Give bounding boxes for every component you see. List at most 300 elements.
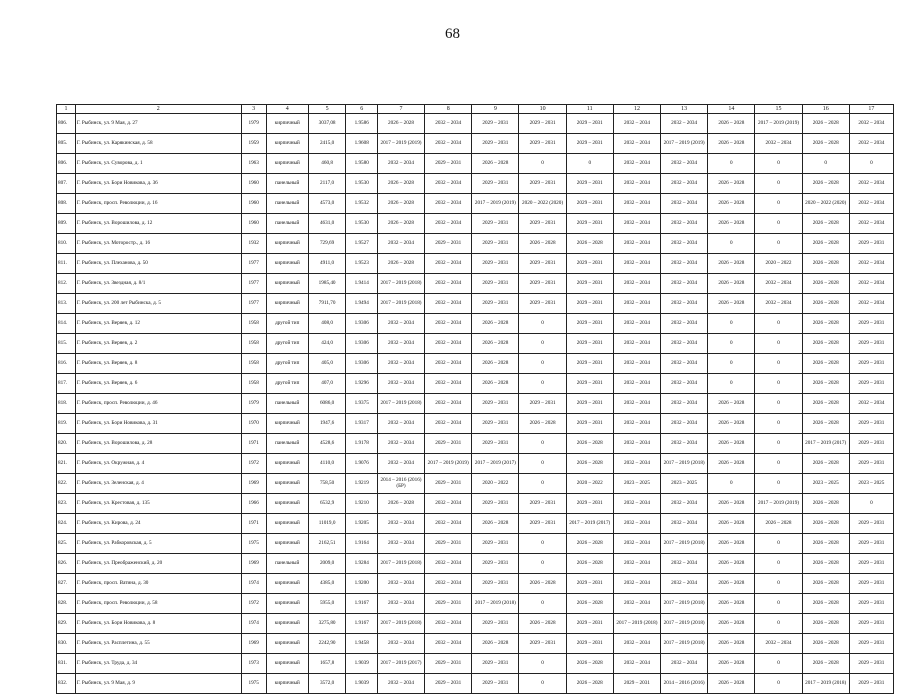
table-row — [57, 474, 894, 494]
table-cell: кирпичный — [266, 494, 308, 514]
table-cell: 1.9523 — [346, 254, 377, 274]
table-cell: 1.9210 — [346, 494, 377, 514]
table-cell: 1975 — [241, 674, 266, 694]
table-cell: 4911,0 — [308, 254, 346, 274]
table-cell: 1979 — [241, 394, 266, 414]
table-cell: 2026 – 2028 — [802, 274, 849, 294]
row-number-cell: 813. — [57, 294, 76, 314]
table-cell: 0 — [755, 614, 802, 634]
table-cell: 2026 – 2028 — [472, 314, 519, 334]
table-cell: 2032 – 2034 — [613, 454, 660, 474]
table-cell: 1958 — [241, 334, 266, 354]
row-number-cell: 821. — [57, 454, 76, 474]
table-cell: 2017 – 2019 (2018) — [613, 614, 660, 634]
table-cell: 2032 – 2034 — [613, 234, 660, 254]
table-cell: 2032 – 2034 — [613, 174, 660, 194]
table-cell: 2032 – 2034 — [613, 574, 660, 594]
table-cell: 2029 – 2031 — [566, 494, 613, 514]
table-row — [57, 494, 894, 514]
table-cell: 2029 – 2031 — [519, 634, 566, 654]
table-cell: 2029 – 2031 — [566, 614, 613, 634]
address-cell: Г. Рыбинск, ул. 9 Мая, д. 9 — [75, 674, 241, 694]
table-cell: 1969 — [241, 634, 266, 654]
table-cell: 0 — [849, 154, 893, 174]
table-row — [57, 174, 894, 194]
table-cell: кирпичный — [266, 614, 308, 634]
table-cell: 2032 – 2034 — [377, 234, 424, 254]
table-cell: 2029 – 2031 — [472, 554, 519, 574]
table-cell: 2026 – 2028 — [802, 594, 849, 614]
column-header: 16 — [802, 105, 849, 114]
table-cell: 4528,6 — [308, 434, 346, 454]
table-cell: 2026 – 2028 — [472, 334, 519, 354]
table-cell: 0 — [755, 314, 802, 334]
table-cell: кирпичный — [266, 414, 308, 434]
address-cell: Г. Рыбинск, ул. Суворова, д. 1 — [75, 154, 241, 174]
table-cell: 2032 – 2034 — [661, 554, 708, 574]
table-cell: 5955,0 — [308, 594, 346, 614]
table-cell: 2032 – 2034 — [425, 354, 472, 374]
table-cell: кирпичный — [266, 234, 308, 254]
table-cell: 1947,6 — [308, 414, 346, 434]
table-cell: 0 — [755, 454, 802, 474]
table-cell: 2026 – 2028 — [377, 194, 424, 214]
address-cell: Г. Рыбинск, ул. Кирова, д. 24 — [75, 514, 241, 534]
table-cell: 424,0 — [308, 334, 346, 354]
table-cell: 0 — [708, 234, 755, 254]
table-cell: кирпичный — [266, 634, 308, 654]
address-cell: Г. Рыбинск, ул. Моторостр., д. 16 — [75, 234, 241, 254]
table-row — [57, 274, 894, 294]
table-cell: 2017 – 2019 (2019) — [661, 134, 708, 154]
table-cell: 2026 – 2028 — [472, 374, 519, 394]
table-cell: 2029 – 2031 — [566, 114, 613, 134]
table-cell: 0 — [755, 654, 802, 674]
table-cell: 2029 – 2031 — [566, 354, 613, 374]
table-cell: 4385,0 — [308, 574, 346, 594]
table-cell: 0 — [849, 494, 893, 514]
table-cell: 2029 – 2031 — [566, 294, 613, 314]
table-cell: 2029 – 2031 — [849, 454, 893, 474]
table-cell: 2026 – 2028 — [708, 254, 755, 274]
table-cell: 2023 – 2025 — [802, 474, 849, 494]
table-cell: 2032 – 2034 — [425, 294, 472, 314]
address-cell: Г. Рыбинск, ул. Ворошилова, д. 12 — [75, 214, 241, 234]
table-cell: 2032 – 2034 — [377, 334, 424, 354]
table-cell: 2029 – 2031 — [472, 494, 519, 514]
row-number-cell: 806. — [57, 114, 76, 134]
table-cell: панельный — [266, 174, 308, 194]
table-cell: 2029 – 2031 — [849, 514, 893, 534]
address-cell: Г. Рыбинск, ул. Крестовая, д. 135 — [75, 494, 241, 514]
column-header: 1 — [57, 105, 76, 114]
table-cell: 2029 – 2031 — [472, 134, 519, 154]
table-cell: 1.9178 — [346, 434, 377, 454]
table-cell: 2026 – 2028 — [519, 614, 566, 634]
address-cell: Г. Рыбинск, ул. Звездная, д. 8/1 — [75, 274, 241, 294]
table-cell: 2029 – 2031 — [566, 274, 613, 294]
table-cell: 2032 – 2034 — [661, 414, 708, 434]
table-cell: 2026 – 2028 — [708, 514, 755, 534]
table-cell: 2029 – 2031 — [425, 234, 472, 254]
table-cell: 2032 – 2034 — [849, 134, 893, 154]
address-cell: Г. Рыбинск, ул. Веряев, д. 2 — [75, 334, 241, 354]
table-row — [57, 294, 894, 314]
table-cell: 2026 – 2028 — [708, 574, 755, 594]
row-number-cell: 808. — [57, 194, 76, 214]
table-cell: 2029 – 2031 — [566, 414, 613, 434]
address-cell: Г. Рыбинск, ул. Карякинская, д. 58 — [75, 134, 241, 154]
table-cell: 4110,0 — [308, 454, 346, 474]
table-cell: 2029 – 2031 — [472, 434, 519, 454]
table-cell: 1960 — [241, 214, 266, 234]
table-cell: 2029 – 2031 — [472, 414, 519, 434]
table-cell: 2032 – 2034 — [613, 134, 660, 154]
table-cell: 2017 – 2019 (2018) — [472, 594, 519, 614]
address-cell: Г. Рыбинск, ул. Бори Новикова, д. 36 — [75, 174, 241, 194]
table-row — [57, 614, 894, 634]
table-cell: 1.9306 — [346, 334, 377, 354]
table-cell: 2032 – 2034 — [661, 654, 708, 674]
table-cell: 1.9414 — [346, 274, 377, 294]
table-cell: 2029 – 2031 — [472, 234, 519, 254]
table-cell: 2032 – 2034 — [425, 114, 472, 134]
table-cell: 2029 – 2031 — [566, 174, 613, 194]
table-cell: 2029 – 2031 — [472, 534, 519, 554]
table-cell: другой тип — [266, 314, 308, 334]
address-cell: Г. Рыбинск, ул. Преображенский, д. 20 — [75, 554, 241, 574]
table-cell: 0 — [755, 154, 802, 174]
table-cell: 2032 – 2034 — [425, 214, 472, 234]
table-cell: 2029 – 2031 — [849, 334, 893, 354]
table-cell: 2032 – 2034 — [755, 274, 802, 294]
row-number-cell: 832. — [57, 674, 76, 694]
table-cell: 2032 – 2034 — [377, 594, 424, 614]
table-cell: 1977 — [241, 274, 266, 294]
table-cell: 2032 – 2034 — [613, 294, 660, 314]
table-cell: 2029 – 2031 — [566, 254, 613, 274]
table-cell: 2026 – 2028 — [802, 334, 849, 354]
table-cell: 1.9200 — [346, 574, 377, 594]
table-cell: 2029 – 2031 — [472, 394, 519, 414]
table-cell: 2032 – 2034 — [377, 674, 424, 694]
table-cell: 2026 – 2028 — [802, 294, 849, 314]
column-header: 6 — [346, 105, 377, 114]
table-cell: 2026 – 2028 — [708, 494, 755, 514]
table-cell: 2017 – 2019 (2018) — [377, 394, 424, 414]
table-cell: 1972 — [241, 594, 266, 614]
row-number-cell: 816. — [57, 354, 76, 374]
table-cell: 2017 – 2019 (2018) — [661, 454, 708, 474]
row-number-cell: 817. — [57, 374, 76, 394]
table-cell: 1977 — [241, 294, 266, 314]
table-cell: 2023 – 2025 — [661, 474, 708, 494]
table-cell: 0 — [755, 554, 802, 574]
table-cell: 2032 – 2034 — [425, 374, 472, 394]
table-cell: 2032 – 2034 — [425, 414, 472, 434]
table-cell: 2117,0 — [308, 174, 346, 194]
table-cell: 2032 – 2034 — [849, 214, 893, 234]
table-cell: 2026 – 2028 — [802, 614, 849, 634]
table-cell: другой тип — [266, 354, 308, 374]
table-cell: 3037,08 — [308, 114, 346, 134]
column-header: 15 — [755, 105, 802, 114]
table-cell: 2029 – 2031 — [519, 214, 566, 234]
table-cell: 6532,9 — [308, 494, 346, 514]
table-cell: 2032 – 2034 — [613, 554, 660, 574]
table-cell: 2017 – 2019 (2019) — [472, 194, 519, 214]
table-cell: 2023 – 2025 — [849, 474, 893, 494]
table-cell: кирпичный — [266, 294, 308, 314]
table-cell: 2017 – 2019 (2018) — [661, 614, 708, 634]
table-cell: 2017 – 2019 (2019) — [755, 114, 802, 134]
table-cell: 2026 – 2028 — [566, 554, 613, 574]
table-cell: 2032 – 2034 — [425, 134, 472, 154]
table-cell: 0 — [566, 154, 613, 174]
table-cell: 2029 – 2031 — [849, 674, 893, 694]
table-cell: 2017 – 2019 (2018) — [377, 294, 424, 314]
table-row — [57, 134, 894, 154]
table-cell: 2032 – 2034 — [661, 214, 708, 234]
table-row — [57, 414, 894, 434]
table-cell: 1966 — [241, 494, 266, 514]
table-cell: 2017 – 2019 (2018) — [661, 534, 708, 554]
table-cell: 2026 – 2028 — [802, 214, 849, 234]
table-cell: 0 — [519, 314, 566, 334]
table-cell: 1972 — [241, 454, 266, 474]
table-cell: 2026 – 2028 — [802, 134, 849, 154]
table-cell: кирпичный — [266, 674, 308, 694]
table-cell: 2026 – 2028 — [708, 674, 755, 694]
table-row — [57, 594, 894, 614]
table-cell: 0 — [519, 554, 566, 574]
table-row — [57, 354, 894, 374]
table-cell: 11019,0 — [308, 514, 346, 534]
table-cell: 2032 – 2034 — [849, 254, 893, 274]
table-cell: 2032 – 2034 — [661, 274, 708, 294]
table-cell: 2026 – 2028 — [802, 574, 849, 594]
table-cell: 2032 – 2034 — [613, 114, 660, 134]
table-cell: 2026 – 2028 — [802, 534, 849, 554]
table-row — [57, 334, 894, 354]
row-number-cell: 806. — [57, 154, 76, 174]
table-cell: 2026 – 2028 — [708, 394, 755, 414]
table-cell: 2032 – 2034 — [661, 374, 708, 394]
table-body — [57, 105, 894, 694]
table-cell: 0 — [802, 154, 849, 174]
table-cell: 408,0 — [308, 314, 346, 334]
table-cell: 2009,0 — [308, 554, 346, 574]
table-cell: 2029 – 2031 — [472, 294, 519, 314]
table-cell: 2032 – 2034 — [661, 294, 708, 314]
table-cell: 0 — [519, 654, 566, 674]
table-cell: 2032 – 2034 — [613, 594, 660, 614]
table-cell: 2032 – 2034 — [613, 194, 660, 214]
table-row — [57, 534, 894, 554]
table-cell: 2026 – 2028 — [802, 414, 849, 434]
table-cell: 1974 — [241, 614, 266, 634]
table-cell: 2026 – 2028 — [519, 414, 566, 434]
table-cell: 2026 – 2028 — [802, 374, 849, 394]
table-cell: 2026 – 2028 — [566, 594, 613, 614]
table-cell: 2026 – 2028 — [708, 434, 755, 454]
table-cell: 1958 — [241, 354, 266, 374]
table-row — [57, 394, 894, 414]
table-cell: 0 — [755, 434, 802, 454]
table-cell: 2026 – 2028 — [708, 594, 755, 614]
table-cell: 2032 – 2034 — [661, 434, 708, 454]
table-cell: 1.9317 — [346, 414, 377, 434]
table-cell: 0 — [755, 594, 802, 614]
table-cell: 2032 – 2034 — [661, 194, 708, 214]
table-cell: 2029 – 2031 — [425, 674, 472, 694]
table-cell: 2029 – 2031 — [472, 254, 519, 274]
table-cell: 0 — [755, 174, 802, 194]
row-number-cell: 830. — [57, 634, 76, 654]
table-cell: 2026 – 2028 — [802, 494, 849, 514]
table-cell: панельный — [266, 194, 308, 214]
table-cell: 2032 – 2034 — [613, 394, 660, 414]
table-cell: 1970 — [241, 414, 266, 434]
table-row — [57, 214, 894, 234]
table-cell: 2026 – 2028 — [802, 634, 849, 654]
address-cell: Г. Рыбинск, ул. Рабкоровская, д. 5 — [75, 534, 241, 554]
table-cell: 2032 – 2034 — [425, 394, 472, 414]
table-cell: кирпичный — [266, 454, 308, 474]
table-cell: 2026 – 2028 — [802, 114, 849, 134]
table-cell: 1959 — [241, 134, 266, 154]
table-cell: кирпичный — [266, 134, 308, 154]
row-number-cell: 828. — [57, 594, 76, 614]
address-cell: Г. Рыбинск, просп. Революции, д. 46 — [75, 394, 241, 414]
table-cell: 1.9608 — [346, 134, 377, 154]
column-header: 3 — [241, 105, 266, 114]
table-cell: 2029 – 2031 — [472, 214, 519, 234]
row-number-cell: 818. — [57, 394, 76, 414]
table-cell: 1.9306 — [346, 354, 377, 374]
table-cell: 0 — [519, 594, 566, 614]
table-cell: 0 — [519, 454, 566, 474]
table-cell: 1.9039 — [346, 674, 377, 694]
table-cell: 2032 – 2034 — [613, 434, 660, 454]
table-cell: 4573,0 — [308, 194, 346, 214]
table-cell: 2032 – 2034 — [661, 514, 708, 534]
table-cell: 2029 – 2031 — [566, 194, 613, 214]
schedule-table — [56, 104, 894, 694]
table-cell: 2029 – 2031 — [425, 154, 472, 174]
address-cell: Г. Рыбинск, ул. Бори Новикова, д. 31 — [75, 414, 241, 434]
table-row — [57, 554, 894, 574]
table-cell: 1.9494 — [346, 294, 377, 314]
table-cell: 2032 – 2034 — [661, 234, 708, 254]
page-number: 68 — [445, 26, 460, 42]
column-header: 14 — [708, 105, 755, 114]
table-cell: 1960 — [241, 194, 266, 214]
table-cell: 2026 – 2028 — [708, 174, 755, 194]
address-cell: Г. Рыбинск, ул. Веряев, д. 6 — [75, 374, 241, 394]
table-cell: 0 — [519, 334, 566, 354]
table-cell: 2032 – 2034 — [849, 274, 893, 294]
table-cell: 2029 – 2031 — [849, 314, 893, 334]
table-cell: 2029 – 2031 — [519, 494, 566, 514]
column-header: 9 — [472, 105, 519, 114]
table-cell: 0 — [708, 374, 755, 394]
table-cell: 2017 – 2019 (2017) — [377, 654, 424, 674]
table-cell: 2032 – 2034 — [755, 294, 802, 314]
table-cell: кирпичный — [266, 574, 308, 594]
column-header: 17 — [849, 105, 893, 114]
table-cell: 2029 – 2031 — [519, 394, 566, 414]
table-row — [57, 514, 894, 534]
table-cell: 2029 – 2031 — [472, 174, 519, 194]
row-number-cell: 815. — [57, 334, 76, 354]
table-cell: 2242,90 — [308, 634, 346, 654]
column-header: 10 — [519, 105, 566, 114]
table-cell: 1973 — [241, 654, 266, 674]
table-cell: 2032 – 2034 — [377, 374, 424, 394]
table-cell: 2026 – 2028 — [708, 534, 755, 554]
table-row — [57, 194, 894, 214]
table-cell: 1958 — [241, 314, 266, 334]
table-cell: 2032 – 2034 — [377, 534, 424, 554]
table-cell: 2032 – 2034 — [613, 494, 660, 514]
table-cell: 2032 – 2034 — [425, 514, 472, 534]
table-cell: 2026 – 2028 — [802, 314, 849, 334]
table-cell: 2029 – 2031 — [566, 314, 613, 334]
table-cell: 2029 – 2031 — [849, 554, 893, 574]
row-number-cell: 807. — [57, 174, 76, 194]
table-cell: 1.9375 — [346, 394, 377, 414]
table-cell: 2026 – 2028 — [472, 354, 519, 374]
table-cell: 2029 – 2031 — [849, 574, 893, 594]
table-cell: 2026 – 2028 — [519, 574, 566, 594]
table-cell: 2026 – 2028 — [377, 174, 424, 194]
table-cell: 2026 – 2028 — [708, 634, 755, 654]
table-cell: 2026 – 2028 — [708, 554, 755, 574]
table-cell: 2032 – 2034 — [849, 194, 893, 214]
table-cell: 460,8 — [308, 154, 346, 174]
table-cell: 2026 – 2028 — [802, 354, 849, 374]
table-cell: кирпичный — [266, 534, 308, 554]
table-cell: 1.9219 — [346, 474, 377, 494]
address-cell: Г. Рыбинск, просп. Революции, д. 16 — [75, 194, 241, 214]
table-cell: 2029 – 2031 — [566, 374, 613, 394]
table-cell: 2017 – 2019 (2019) — [377, 134, 424, 154]
table-cell: 1.9296 — [346, 374, 377, 394]
table-cell: 2032 – 2034 — [661, 254, 708, 274]
table-cell: 2026 – 2028 — [566, 654, 613, 674]
table-cell: 2032 – 2034 — [613, 274, 660, 294]
address-cell: Г. Рыбинск, ул. 9 Мая, д. 27 — [75, 114, 241, 134]
table-row — [57, 634, 894, 654]
table-cell: 2020 – 2022 — [566, 474, 613, 494]
table-cell: 2017 – 2019 (2019) — [755, 494, 802, 514]
table-cell: 2029 – 2031 — [472, 654, 519, 674]
table-cell: 2029 – 2031 — [519, 254, 566, 274]
table-cell: 0 — [755, 674, 802, 694]
table-cell: 2032 – 2034 — [425, 334, 472, 354]
table-row — [57, 574, 894, 594]
table-cell: 6086,0 — [308, 394, 346, 414]
table-cell: 2032 – 2034 — [613, 514, 660, 534]
table-row — [57, 454, 894, 474]
table-row — [57, 314, 894, 334]
table-cell: 2029 – 2031 — [519, 294, 566, 314]
table-cell: 2032 – 2034 — [613, 334, 660, 354]
table-cell: кирпичный — [266, 474, 308, 494]
table-cell: 2029 – 2031 — [849, 634, 893, 654]
table-cell: 2029 – 2031 — [566, 134, 613, 154]
